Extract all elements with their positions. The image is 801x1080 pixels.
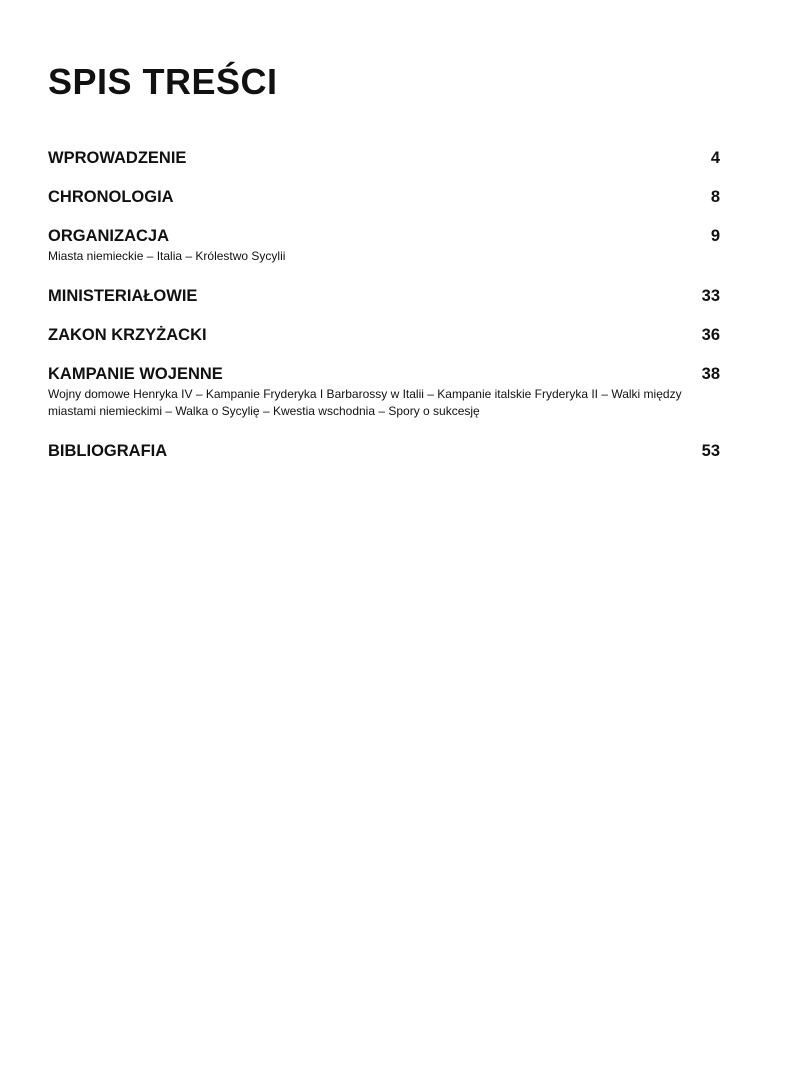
toc-entry-title: KAMPANIE WOJENNE (48, 365, 223, 383)
toc-entry-title: ORGANIZACJA (48, 227, 170, 245)
toc-entry-page: 53 (701, 442, 720, 460)
toc-entry-chronologia (48, 187, 720, 207)
toc-entry-zakon-krzyzacki (48, 325, 720, 345)
toc-entry-title: WPROWADZENIE (48, 149, 187, 167)
toc-entry-title: MINISTERIAŁOWIE (48, 287, 198, 305)
toc-entry-kampanie-wojenne (48, 364, 720, 420)
toc-entry-page: 9 (710, 227, 720, 245)
toc-entry-page: 33 (701, 287, 720, 305)
toc-entry-page: 4 (710, 149, 720, 167)
toc-entry-title: BIBLIOGRAFIA (48, 442, 168, 460)
toc-entry-page: 8 (710, 188, 720, 206)
page-title: SPIS TREŚCI (48, 61, 278, 102)
toc-entry-subtitle: Miasta niemieckie – Italia – Królestwo Sycylii (48, 249, 286, 263)
toc-entry-ministerialowie (48, 286, 720, 306)
toc-entry-subtitle: Wojny domowe Henryka IV – Kampanie Fryderyka I Barbarossy w Italii – Kampanie italskie Fryderyka II – Walki między miastami niemieckimi – Walka o Sycylię – Kwestia wschodnia – Spory o sukcesję (48, 387, 682, 418)
toc-entry-page: 38 (701, 365, 720, 383)
toc-entry-bibliografia (48, 441, 720, 461)
toc-entry-page: 36 (701, 326, 720, 344)
toc-entry-wprowadzenie (48, 148, 720, 168)
toc-entry-organizacja (48, 226, 720, 265)
toc-entry-title: CHRONOLOGIA (48, 188, 174, 206)
toc-entry-title: ZAKON KRZYŻACKI (48, 326, 207, 344)
